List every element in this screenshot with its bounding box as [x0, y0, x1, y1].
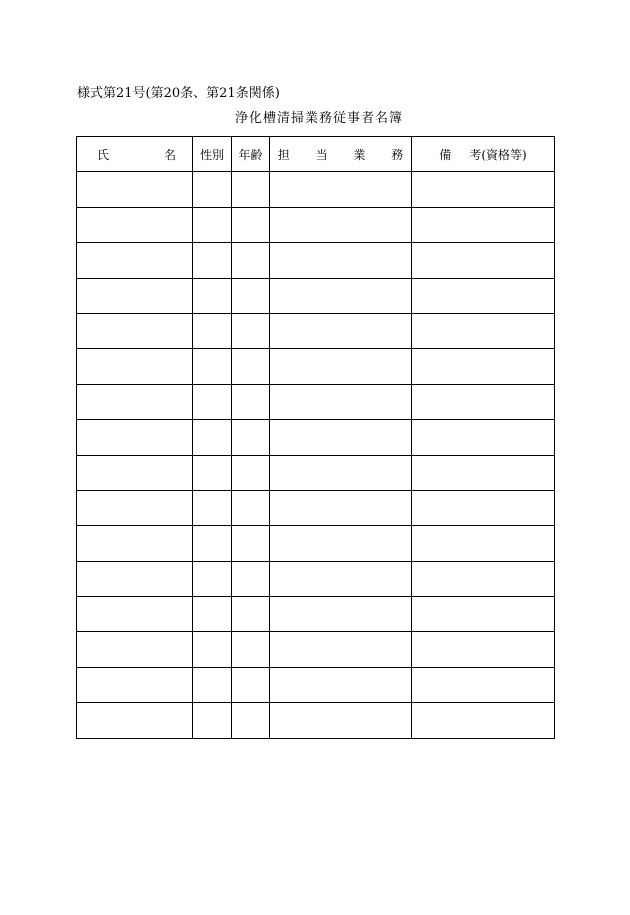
cell-age[interactable]	[232, 526, 270, 561]
cell-notes[interactable]	[412, 420, 555, 455]
table-row	[77, 632, 555, 667]
staff-register-table	[76, 136, 555, 739]
cell-name[interactable]	[77, 490, 193, 525]
cell-duty[interactable]	[270, 526, 412, 561]
cell-sex[interactable]	[193, 597, 232, 632]
cell-duty[interactable]	[270, 703, 412, 738]
cell-age[interactable]	[232, 243, 270, 278]
cell-notes[interactable]	[412, 667, 555, 702]
cell-sex[interactable]	[193, 526, 232, 561]
cell-notes[interactable]	[412, 490, 555, 525]
header-name-right: 名	[163, 147, 176, 162]
cell-age[interactable]	[232, 490, 270, 525]
table-row	[77, 455, 555, 490]
cell-name[interactable]	[77, 667, 193, 702]
cell-name[interactable]	[77, 597, 193, 632]
cell-age[interactable]	[232, 278, 270, 313]
cell-age[interactable]	[232, 455, 270, 490]
cell-notes[interactable]	[412, 278, 555, 313]
cell-notes[interactable]	[412, 632, 555, 667]
table-row	[77, 526, 555, 561]
cell-notes[interactable]	[412, 384, 555, 419]
cell-name[interactable]	[77, 632, 193, 667]
table-row	[77, 561, 555, 596]
table-body	[77, 172, 555, 738]
table-row	[77, 420, 555, 455]
cell-duty[interactable]	[270, 561, 412, 596]
cell-notes[interactable]	[412, 349, 555, 384]
cell-name[interactable]	[77, 561, 193, 596]
cell-duty[interactable]	[270, 597, 412, 632]
cell-name[interactable]	[77, 526, 193, 561]
cell-sex[interactable]	[193, 632, 232, 667]
cell-notes[interactable]	[412, 703, 555, 738]
cell-duty[interactable]	[270, 455, 412, 490]
cell-sex[interactable]	[193, 561, 232, 596]
header-notes-left: 備	[439, 147, 452, 162]
cell-name[interactable]	[77, 172, 193, 207]
table-row	[77, 278, 555, 313]
header-notes	[412, 137, 555, 172]
cell-name[interactable]	[77, 349, 193, 384]
cell-notes[interactable]	[412, 172, 555, 207]
cell-name[interactable]	[77, 455, 193, 490]
form-number: 様式第21号(第20条、第21条関係)	[77, 86, 280, 101]
cell-age[interactable]	[232, 384, 270, 419]
cell-sex[interactable]	[193, 455, 232, 490]
header-notes-right: 考(資格等)	[469, 147, 527, 162]
cell-duty[interactable]	[270, 420, 412, 455]
table-row	[77, 243, 555, 278]
cell-duty[interactable]	[270, 207, 412, 242]
cell-age[interactable]	[232, 632, 270, 667]
cell-name[interactable]	[77, 278, 193, 313]
cell-sex[interactable]	[193, 207, 232, 242]
cell-notes[interactable]	[412, 455, 555, 490]
cell-duty[interactable]	[270, 313, 412, 348]
cell-duty[interactable]	[270, 490, 412, 525]
cell-notes[interactable]	[412, 243, 555, 278]
cell-notes[interactable]	[412, 207, 555, 242]
cell-duty[interactable]	[270, 349, 412, 384]
table-row	[77, 384, 555, 419]
cell-sex[interactable]	[193, 172, 232, 207]
cell-age[interactable]	[232, 172, 270, 207]
cell-sex[interactable]	[193, 384, 232, 419]
cell-notes[interactable]	[412, 561, 555, 596]
cell-sex[interactable]	[193, 420, 232, 455]
header-name	[77, 137, 193, 172]
cell-sex[interactable]	[193, 313, 232, 348]
cell-name[interactable]	[77, 703, 193, 738]
cell-age[interactable]	[232, 313, 270, 348]
table-row	[77, 703, 555, 738]
cell-duty[interactable]	[270, 172, 412, 207]
cell-age[interactable]	[232, 561, 270, 596]
table-row	[77, 667, 555, 702]
table-row	[77, 313, 555, 348]
cell-age[interactable]	[232, 349, 270, 384]
cell-age[interactable]	[232, 667, 270, 702]
header-sex: 性別	[193, 137, 232, 172]
cell-age[interactable]	[232, 207, 270, 242]
cell-name[interactable]	[77, 313, 193, 348]
cell-duty[interactable]	[270, 667, 412, 702]
cell-age[interactable]	[232, 420, 270, 455]
cell-notes[interactable]	[412, 313, 555, 348]
table-row	[77, 172, 555, 207]
cell-age[interactable]	[232, 597, 270, 632]
header-duty-label: 担 当 業 務	[277, 147, 415, 162]
cell-sex[interactable]	[193, 490, 232, 525]
cell-sex[interactable]	[193, 243, 232, 278]
document-title: 浄化槽清掃業務従事者名簿	[234, 111, 403, 126]
table-row	[77, 207, 555, 242]
cell-name[interactable]	[77, 243, 193, 278]
cell-duty[interactable]	[270, 384, 412, 419]
cell-notes[interactable]	[412, 526, 555, 561]
table-row	[77, 490, 555, 525]
header-name-left: 氏	[97, 147, 110, 162]
cell-duty[interactable]	[270, 278, 412, 313]
table-header-row	[77, 137, 555, 172]
table-row	[77, 597, 555, 632]
cell-sex[interactable]	[193, 349, 232, 384]
cell-name[interactable]	[77, 207, 193, 242]
header-duty	[270, 137, 415, 172]
cell-sex[interactable]	[193, 703, 232, 738]
cell-name[interactable]	[77, 420, 193, 455]
cell-notes[interactable]	[412, 597, 555, 632]
table-row	[77, 349, 555, 384]
cell-duty[interactable]	[270, 632, 412, 667]
cell-sex[interactable]	[193, 667, 232, 702]
cell-sex[interactable]	[193, 278, 232, 313]
cell-duty[interactable]	[270, 243, 412, 278]
cell-name[interactable]	[77, 384, 193, 419]
header-age: 年齢	[232, 137, 270, 172]
cell-age[interactable]	[232, 703, 270, 738]
